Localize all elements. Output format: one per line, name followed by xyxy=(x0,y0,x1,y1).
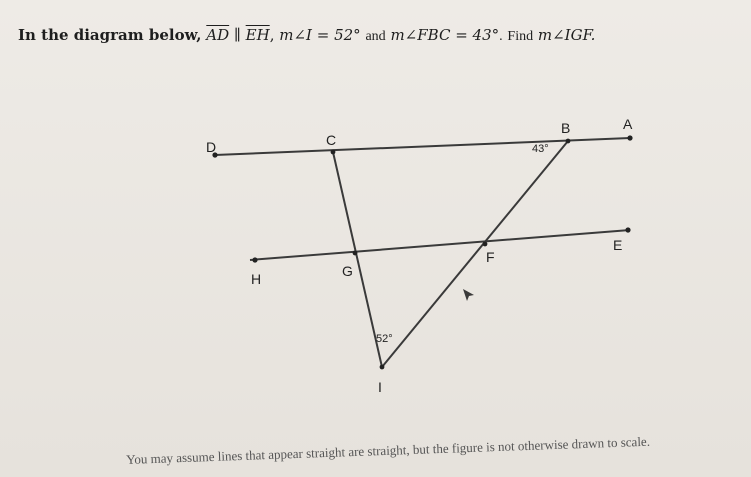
label-i: I xyxy=(378,379,382,395)
segment-eh: $\overline{EH}$ xyxy=(245,26,270,44)
parallel-symbol: ∥ xyxy=(233,26,241,44)
cursor-icon xyxy=(463,289,474,301)
point-b xyxy=(566,139,571,144)
label-f: F xyxy=(486,249,495,265)
line-eh xyxy=(250,230,630,260)
angle-label-b: 43° xyxy=(532,143,549,155)
question-find-label: Find xyxy=(507,29,534,44)
label-h: H xyxy=(251,271,262,287)
footnote-text: You may assume lines that appear straight are straight, but the figure is not otherwise drawn to scale. xyxy=(126,433,651,467)
point-e xyxy=(625,227,630,232)
point-a xyxy=(627,135,632,140)
question-comma: , xyxy=(269,26,275,44)
label-e: E xyxy=(613,237,623,253)
line-bi xyxy=(382,141,568,367)
label-b: B xyxy=(561,120,571,136)
point-c xyxy=(331,150,336,155)
label-d: D xyxy=(206,139,217,155)
segment-ad: $\overline{AD}$ xyxy=(206,26,230,44)
line-ci xyxy=(333,152,382,367)
question-lead: In the diagram below, xyxy=(18,26,202,44)
label-c: C xyxy=(326,132,337,148)
point-f xyxy=(483,242,488,247)
label-g: G xyxy=(342,263,353,279)
point-g xyxy=(353,251,358,256)
question-find-target: m∠IGF. xyxy=(537,26,596,44)
point-h xyxy=(252,257,257,262)
given-angle-i: m∠I = 52° xyxy=(279,26,361,44)
angle-label-i: 52° xyxy=(376,333,393,345)
label-a: A xyxy=(623,116,633,132)
question-period: . xyxy=(499,29,503,44)
question-and: and xyxy=(365,29,386,44)
point-i xyxy=(380,365,385,370)
given-angle-fbc: m∠FBC = 43° xyxy=(390,26,500,44)
